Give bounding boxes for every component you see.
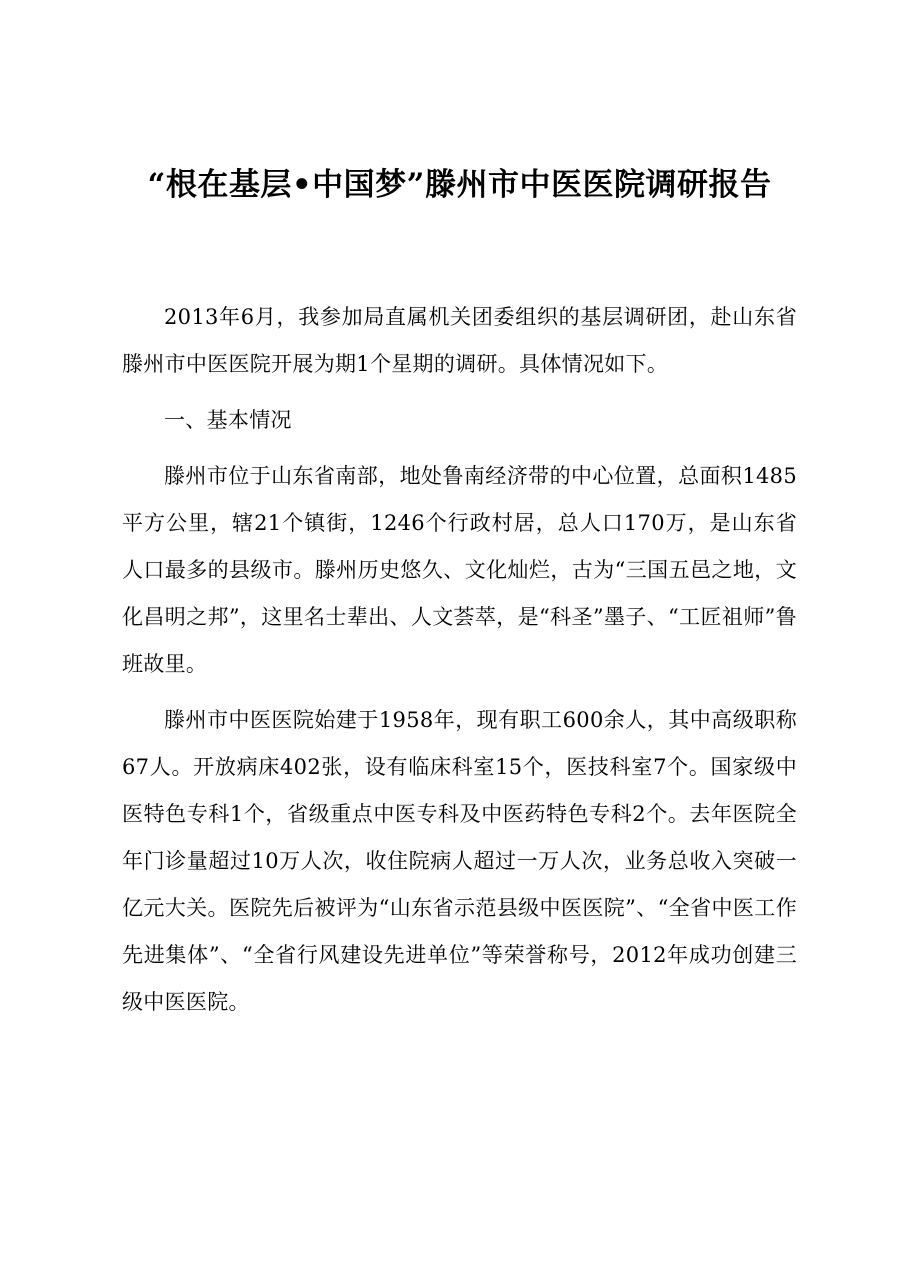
tengzhou-overview-paragraph: 滕州市位于山东省南部，地处鲁南经济带的中心位置，总面积1485平方公里，辖21个镇街，1246个行政村居，总人口170万，是山东省人口最多的县级市。滕州历史悠久、文化灿烂，古为“三国五邑之地，文化昌明之邦”，这里名士辈出、人文荟萃，是“科圣”墨子、“工匠祖师”鲁班故里。 (122, 464, 797, 676)
document-title: “根在基层•中国梦”滕州市中医医院调研报告 (147, 167, 772, 203)
section-heading-basic-situation: 一、基本情况 (164, 408, 292, 432)
hospital-overview-paragraph: 滕州市中医医院始建于1958年，现有职工600余人，其中高级职称67人。开放病床402张，设有临床科室15个，医技科室7个。国家级中医特色专科1个，省级重点中医专科及中医药特色专科2个。去年医院全年门诊量超过10万人次，收住院病人超过一万人次，业务总收入突破一亿元大关。医院先后被评为“山东省示范县级中医医院”、“全省中医工作先进集体”、“全省行风建设先进单位”等荣誉称号，2012年成功创建三级中医医院。 (122, 708, 797, 1014)
document-body (122, 294, 797, 1035)
intro-paragraph: 2013年6月，我参加局直属机关团委组织的基层调研团，赴山东省滕州市中医医院开展为期1个星期的调研。具体情况如下。 (122, 305, 797, 376)
